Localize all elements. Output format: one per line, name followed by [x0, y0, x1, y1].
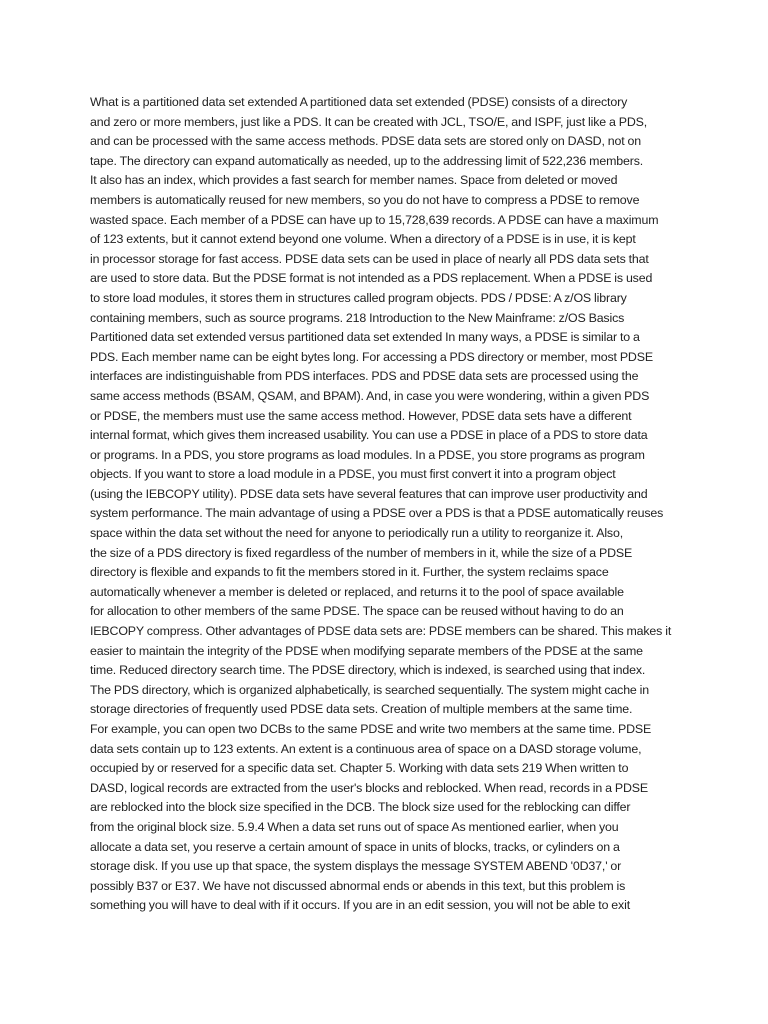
text-line: DASD, logical records are extracted from the user's blocks and reblocked. When read, records in a PDSE [90, 780, 649, 795]
text-line: space within the data set without the need for anyone to periodically run a utility to reorganize it. Also, [90, 526, 624, 541]
text-line: same access methods (BSAM, QSAM, and BPAM). And, in case you were wondering, within a given PDS [90, 388, 650, 403]
text-line: internal format, which gives them increased usability. You can use a PDSE in place of a PDS to store data [90, 428, 648, 443]
text-line: members is automatically reused for new members, so you do not have to compress a PDSE to remove [90, 192, 640, 207]
text-line: directory is flexible and expands to fit the members stored in it. Further, the system reclaims space [90, 565, 609, 580]
text-line: data sets contain up to 123 extents. An extent is a continuous area of space on a DASD storage volume, [90, 741, 642, 756]
text-line: and can be processed with the same access methods. PDSE data sets are stored only on DASD, not on [90, 134, 642, 149]
text-line: or PDSE, the members must use the same access method. However, PDSE data sets have a different [90, 408, 632, 423]
text-line: automatically whenever a member is deleted or replaced, and returns it to the pool of space available [90, 584, 624, 599]
text-line: occupied by or reserved for a specific data set. Chapter 5. Working with data sets 219 When written to [90, 761, 629, 776]
text-line: time. Reduced directory search time. The PDSE directory, which is indexed, is searched using that index. [90, 663, 646, 678]
text-line: For example, you can open two DCBs to the same PDSE and write two members at the same time. PDSE [90, 722, 652, 736]
text-line: system performance. The main advantage of using a PDSE over a PDS is that a PDSE automatically reuses [90, 506, 664, 521]
text-line: Partitioned data set extended versus partitioned data set extended In many ways, a PDSE is similar to a [90, 330, 640, 345]
text-line: something you will have to deal with if it occurs. If you are in an edit session, you will not be able to exit [90, 898, 630, 913]
body-paragraph [90, 93, 690, 916]
text-line: containing members, such as source programs. 218 Introduction to the New Mainframe: z/OS Basics [90, 310, 625, 325]
text-line: easier to maintain the integrity of the PDSE when modifying separate members of the PDSE at the same [90, 643, 643, 658]
text-line: wasted space. Each member of a PDSE can have up to 15,728,639 records. A PDSE can have a maximum [90, 212, 659, 227]
text-line: storage directories of frequently used PDSE data sets. Creation of multiple members at the same time. [90, 702, 633, 717]
text-line: in processor storage for fast access. PDSE data sets can be used in place of nearly all PDS data sets that [90, 251, 649, 266]
text-line: possibly B37 or E37. We have not discussed abnormal ends or abends in this text, but this problem is [90, 878, 626, 893]
text-line: IEBCOPY compress. Other advantages of PDSE data sets are: PDSE members can be shared. This makes it [90, 624, 672, 639]
text-line: are reblocked into the block size specified in the DCB. The block size used for the reblocking can differ [90, 800, 631, 815]
text-line: storage disk. If you use up that space, the system displays the message SYSTEM ABEND '0D37,' or [90, 859, 622, 874]
text-line: for allocation to other members of the same PDSE. The space can be reused without having to do an [90, 604, 624, 619]
text-line: of 123 extents, but it cannot extend beyond one volume. When a directory of a PDSE is in use, it is kept [90, 232, 636, 247]
text-line: and zero or more members, just like a PDS. It can be created with JCL, TSO/E, and ISPF, just like a PDS, [90, 114, 648, 129]
text-line: or programs. In a PDS, you store programs as load modules. In a PDSE, you store programs as program [90, 447, 645, 462]
text-line: (using the IEBCOPY utility). PDSE data sets have several features that can improve user productivity and [90, 486, 648, 501]
text-line: are used to store data. But the PDSE format is not intended as a PDS replacement. When a PDSE is used [90, 271, 653, 286]
text-line: tape. The directory can expand automatically as needed, up to the addressing limit of 522,236 members. [90, 153, 644, 168]
text-line: allocate a data set, you reserve a certain amount of space in units of blocks, tracks, or cylinders on a [90, 839, 620, 854]
text-line: objects. If you want to store a load module in a PDSE, you must first convert it into a program object [90, 467, 616, 482]
text-line: from the original block size. 5.9.4 When a data set runs out of space As mentioned earlier, when you [90, 819, 619, 834]
text-line: The PDS directory, which is organized alphabetically, is searched sequentially. The system might cache in [90, 682, 650, 697]
text-line: What is a partitioned data set extended A partitioned data set extended (PDSE) consists of a directory [90, 95, 628, 109]
text-line: to store load modules, it stores them in structures called program objects. PDS / PDSE: A z/OS library [90, 290, 627, 305]
text-line: PDS. Each member name can be eight bytes long. For accessing a PDS directory or member, most PDSE [90, 349, 653, 364]
text-line: the size of a PDS directory is fixed regardless of the number of members in it, while the size of a PDSE [90, 545, 633, 560]
text-line: It also has an index, which provides a fast search for member names. Space from deleted or moved [90, 173, 618, 188]
text-line: interfaces are indistinguishable from PDS interfaces. PDS and PDSE data sets are processed using the [90, 369, 639, 384]
